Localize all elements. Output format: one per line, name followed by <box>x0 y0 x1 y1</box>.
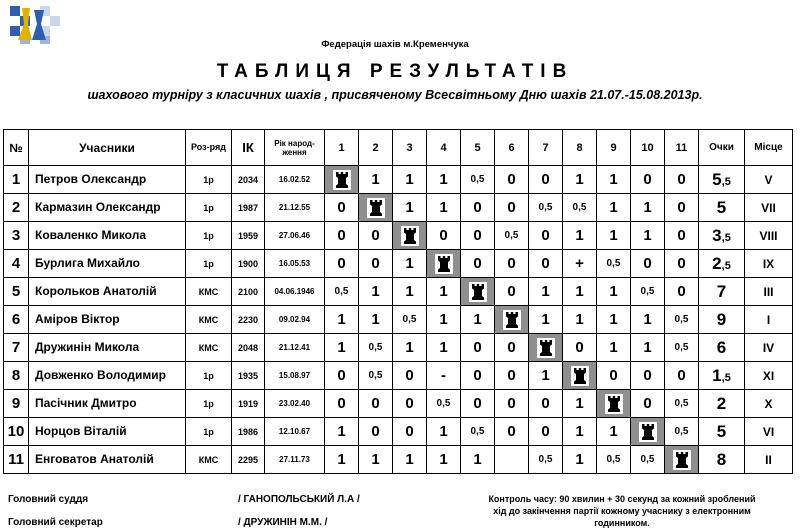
column-header-round-5: 5 <box>461 130 495 166</box>
score-cell: 0 <box>325 362 359 390</box>
score-cell: 1 <box>529 306 563 334</box>
player-number: 4 <box>4 250 29 278</box>
column-header-place: Місце <box>745 130 793 166</box>
score-cell: 1 <box>427 334 461 362</box>
player-place: IV <box>745 334 793 362</box>
player-rank: 1р <box>186 362 232 390</box>
score-cell: 0 <box>495 390 529 418</box>
player-rank: 1р <box>186 166 232 194</box>
points-integer: 5 <box>716 421 727 441</box>
score-cell: 0 <box>461 390 495 418</box>
player-place: X <box>745 390 793 418</box>
column-header-round-7: 7 <box>529 130 563 166</box>
score-cell: 0 <box>495 418 529 446</box>
player-rank: КМС <box>186 278 232 306</box>
player-place: XI <box>745 362 793 390</box>
score-cell: 1 <box>563 278 597 306</box>
time-control-note <box>452 493 792 529</box>
score-cell: 1 <box>325 306 359 334</box>
score-cell: 0 <box>529 166 563 194</box>
score-cell: 0 <box>495 362 529 390</box>
score-cell: 0 <box>427 222 461 250</box>
score-cell: 0,5 <box>461 166 495 194</box>
score-cell: 0 <box>529 250 563 278</box>
player-place: VII <box>745 194 793 222</box>
player-rating: 2100 <box>232 278 265 306</box>
score-cell: 1 <box>427 446 461 474</box>
player-rank: КМС <box>186 306 232 334</box>
player-row <box>4 306 793 334</box>
player-rating: 1959 <box>232 222 265 250</box>
chief-judge-name: / ГАНОПОЛЬСЬКИЙ Л.А / <box>238 494 360 505</box>
score-cell: 1 <box>631 222 665 250</box>
score-cell: 0 <box>325 250 359 278</box>
score-cell: - <box>427 362 461 390</box>
score-cell: 0 <box>495 250 529 278</box>
player-points <box>699 362 745 390</box>
player-name: Норцов Віталій <box>29 418 186 446</box>
score-cell: 0 <box>495 166 529 194</box>
score-cell: 1 <box>393 166 427 194</box>
score-cell: 1 <box>325 418 359 446</box>
score-cell: 0,5 <box>597 250 631 278</box>
score-cell: 1 <box>597 222 631 250</box>
score-cell: 0,5 <box>529 446 563 474</box>
chess-rook-icon <box>393 222 427 250</box>
player-number: 7 <box>4 334 29 362</box>
score-cell: 0 <box>597 362 631 390</box>
points-integer: 7 <box>716 281 727 301</box>
score-cell: 1 <box>597 306 631 334</box>
player-rank: КМС <box>186 334 232 362</box>
score-cell: 1 <box>597 334 631 362</box>
player-birth-date: 16.02.52 <box>265 166 325 194</box>
score-cell: 0 <box>461 334 495 362</box>
score-cell: 0 <box>359 390 393 418</box>
time-control-line-3: годинником. <box>594 518 650 528</box>
player-place: V <box>745 166 793 194</box>
score-cell: 0 <box>665 250 699 278</box>
player-place: II <box>745 446 793 474</box>
column-header-round-6: 6 <box>495 130 529 166</box>
score-cell: 1 <box>563 222 597 250</box>
score-cell: 1 <box>393 446 427 474</box>
score-cell: 0 <box>393 390 427 418</box>
chess-rook-icon <box>495 306 529 334</box>
player-points <box>699 446 745 474</box>
column-header-no: № <box>4 130 29 166</box>
score-cell: 0,5 <box>325 278 359 306</box>
player-points <box>699 278 745 306</box>
points-integer: 2 <box>716 393 727 413</box>
player-place: VI <box>745 418 793 446</box>
score-cell: 0 <box>665 362 699 390</box>
score-cell: 0 <box>631 362 665 390</box>
player-place: III <box>745 278 793 306</box>
column-header-round-10: 10 <box>631 130 665 166</box>
score-cell: + <box>563 250 597 278</box>
column-header-rank: Роз-ряд <box>186 130 232 166</box>
points-integer: 6 <box>716 337 727 357</box>
player-name: Бурлига Михайло <box>29 250 186 278</box>
score-cell: 0 <box>665 194 699 222</box>
score-cell: 0 <box>495 194 529 222</box>
score-cell: 0 <box>563 334 597 362</box>
score-cell: 0 <box>325 194 359 222</box>
player-name: Енговатов Анатолій <box>29 446 186 474</box>
score-cell: 1 <box>359 166 393 194</box>
column-header-points: Очки <box>699 130 745 166</box>
chess-rook-icon <box>597 390 631 418</box>
player-place: I <box>745 306 793 334</box>
player-row <box>4 222 793 250</box>
player-row <box>4 418 793 446</box>
score-cell: 1 <box>325 446 359 474</box>
player-row <box>4 390 793 418</box>
score-cell: 0,5 <box>665 306 699 334</box>
score-cell: 1 <box>427 194 461 222</box>
federation-name: Федерація шахів м.Кременчука <box>321 39 469 50</box>
score-cell: 0,5 <box>597 446 631 474</box>
player-row <box>4 334 793 362</box>
score-cell: 0,5 <box>631 278 665 306</box>
player-rank: КМС <box>186 446 232 474</box>
player-birth-date: 09.02.94 <box>265 306 325 334</box>
player-birth-date: 21.12.55 <box>265 194 325 222</box>
chief-judge-label: Головний суддя <box>8 494 89 505</box>
score-cell: 1 <box>393 278 427 306</box>
player-number: 2 <box>4 194 29 222</box>
chess-rook-icon <box>665 446 699 474</box>
chess-rook-icon <box>529 334 563 362</box>
chess-rook-icon <box>461 278 495 306</box>
chess-rook-icon <box>427 250 461 278</box>
score-cell: 0 <box>631 390 665 418</box>
header-row <box>4 130 793 166</box>
score-cell: 1 <box>631 334 665 362</box>
score-cell: 0 <box>325 222 359 250</box>
score-cell: 1 <box>597 278 631 306</box>
results-table <box>3 129 793 474</box>
player-rating: 1900 <box>232 250 265 278</box>
score-cell: 0 <box>461 194 495 222</box>
score-cell: 1 <box>461 306 495 334</box>
player-row <box>4 166 793 194</box>
time-control-line-1: Контроль часу: 90 хвилин + 30 секунд за кожний зроблений <box>488 494 756 504</box>
score-cell: 0 <box>359 222 393 250</box>
score-cell: 0 <box>665 278 699 306</box>
chief-secretary-label: Головний секретар <box>8 517 103 528</box>
score-cell: 0 <box>461 362 495 390</box>
player-rating: 2295 <box>232 446 265 474</box>
player-points <box>699 306 745 334</box>
score-cell: 0,5 <box>563 194 597 222</box>
player-place: VIII <box>745 222 793 250</box>
score-cell: 0 <box>665 166 699 194</box>
score-cell: 1 <box>461 446 495 474</box>
points-fraction: ,5 <box>721 371 731 384</box>
score-cell: 1 <box>563 418 597 446</box>
score-cell: 0 <box>529 222 563 250</box>
score-cell: 0,5 <box>665 334 699 362</box>
player-rating: 1986 <box>232 418 265 446</box>
score-cell: 0,5 <box>665 418 699 446</box>
score-cell: 1 <box>427 306 461 334</box>
points-integer: 5 <box>716 197 727 217</box>
player-rating: 1935 <box>232 362 265 390</box>
player-rank: 1р <box>186 194 232 222</box>
score-cell: 0,5 <box>495 222 529 250</box>
score-cell: 0 <box>393 362 427 390</box>
score-cell: 1 <box>427 166 461 194</box>
player-row <box>4 278 793 306</box>
player-birth-date: 21.12.41 <box>265 334 325 362</box>
points-fraction: ,5 <box>721 259 731 272</box>
player-rating: 1919 <box>232 390 265 418</box>
score-cell: 0,5 <box>359 362 393 390</box>
score-cell: 1 <box>597 166 631 194</box>
score-cell: 0 <box>665 222 699 250</box>
player-number: 6 <box>4 306 29 334</box>
player-row <box>4 250 793 278</box>
score-cell: 0 <box>359 418 393 446</box>
points-integer: 8 <box>716 449 727 469</box>
column-header-name: Учасники <box>29 130 186 166</box>
player-number: 11 <box>4 446 29 474</box>
player-points <box>699 334 745 362</box>
score-cell: 1 <box>563 306 597 334</box>
player-points <box>699 194 745 222</box>
player-rating: 2034 <box>232 166 265 194</box>
score-cell: 1 <box>359 306 393 334</box>
score-cell: 0 <box>461 250 495 278</box>
chess-rook-icon <box>563 362 597 390</box>
score-cell: 0,5 <box>393 306 427 334</box>
column-header-round-2: 2 <box>359 130 393 166</box>
player-name: Коваленко Микола <box>29 222 186 250</box>
player-number: 8 <box>4 362 29 390</box>
score-cell: 0 <box>325 390 359 418</box>
player-rank: 1р <box>186 418 232 446</box>
player-number: 3 <box>4 222 29 250</box>
player-name: Дружинін Микола <box>29 334 186 362</box>
player-rank: 1р <box>186 222 232 250</box>
player-birth-date: 15.08.97 <box>265 362 325 390</box>
column-header-ik: ІК <box>232 130 265 166</box>
score-cell: 1 <box>325 334 359 362</box>
player-points <box>699 390 745 418</box>
column-header-born: Рік народ-ження <box>265 130 325 166</box>
player-number: 10 <box>4 418 29 446</box>
player-rating: 2048 <box>232 334 265 362</box>
player-name: Корольков Анатолій <box>29 278 186 306</box>
score-cell: 0 <box>495 278 529 306</box>
player-rating: 1987 <box>232 194 265 222</box>
column-header-round-9: 9 <box>597 130 631 166</box>
player-name: Петров Олександр <box>29 166 186 194</box>
player-row <box>4 194 793 222</box>
player-birth-date: 27.11.73 <box>265 446 325 474</box>
page-title: ТАБЛИЦЯ РЕЗУЛЬТАТІВ <box>216 61 574 82</box>
player-name: Аміров Віктор <box>29 306 186 334</box>
score-cell: 0 <box>631 250 665 278</box>
player-name: Довженко Володимир <box>29 362 186 390</box>
player-birth-date: 16.05.53 <box>265 250 325 278</box>
score-cell: 1 <box>393 250 427 278</box>
score-cell: 1 <box>427 418 461 446</box>
score-cell: 0 <box>359 250 393 278</box>
score-cell: 0,5 <box>665 390 699 418</box>
column-header-round-3: 3 <box>393 130 427 166</box>
score-cell: 0,5 <box>529 194 563 222</box>
points-fraction: ,5 <box>721 231 731 244</box>
player-place: IX <box>745 250 793 278</box>
score-cell: 1 <box>393 194 427 222</box>
chief-secretary-name: / ДРУЖИНІН М.М. / <box>238 517 328 528</box>
player-number: 5 <box>4 278 29 306</box>
player-name: Кармазин Олександр <box>29 194 186 222</box>
score-cell: 0 <box>461 222 495 250</box>
score-cell: 0 <box>495 334 529 362</box>
score-cell: 1 <box>359 278 393 306</box>
player-rating: 2230 <box>232 306 265 334</box>
score-cell: 0 <box>631 166 665 194</box>
score-cell: 0,5 <box>427 390 461 418</box>
points-fraction: ,5 <box>721 175 731 188</box>
column-header-round-8: 8 <box>563 130 597 166</box>
player-rank: 1р <box>186 250 232 278</box>
score-cell: 1 <box>427 278 461 306</box>
player-rank: 1р <box>186 390 232 418</box>
score-cell: 1 <box>393 334 427 362</box>
chess-rook-icon <box>359 194 393 222</box>
score-cell: 1 <box>631 306 665 334</box>
player-birth-date: 27.06.46 <box>265 222 325 250</box>
points-integer: 5 <box>712 169 722 189</box>
points-integer: 3 <box>712 225 722 245</box>
points-integer: 2 <box>712 253 722 273</box>
player-points <box>699 166 745 194</box>
player-points <box>699 418 745 446</box>
score-cell: 0,5 <box>631 446 665 474</box>
time-control-line-2: хід до закінчення партії кожному учаснику з електронним <box>493 506 751 516</box>
points-integer: 1 <box>712 365 722 385</box>
column-header-round-1: 1 <box>325 130 359 166</box>
player-row <box>4 446 793 474</box>
player-number: 9 <box>4 390 29 418</box>
score-cell: 0 <box>529 418 563 446</box>
score-cell: 1 <box>597 418 631 446</box>
player-birth-date: 12.10.67 <box>265 418 325 446</box>
player-row <box>4 362 793 390</box>
player-number: 1 <box>4 166 29 194</box>
score-cell: 1 <box>529 278 563 306</box>
column-header-round-11: 11 <box>665 130 699 166</box>
chess-rook-icon <box>325 166 359 194</box>
player-birth-date: 23.02.40 <box>265 390 325 418</box>
player-points <box>699 222 745 250</box>
points-integer: 9 <box>716 309 727 329</box>
chess-rook-icon <box>631 418 665 446</box>
score-cell: 0 <box>393 418 427 446</box>
score-cell: 0,5 <box>359 334 393 362</box>
score-cell <box>495 446 529 474</box>
score-cell: 0,5 <box>461 418 495 446</box>
player-name: Пасічник Дмитро <box>29 390 186 418</box>
player-points <box>699 250 745 278</box>
score-cell: 1 <box>529 362 563 390</box>
score-cell: 1 <box>563 446 597 474</box>
player-birth-date: 04.06.1946 <box>265 278 325 306</box>
score-cell: 1 <box>631 194 665 222</box>
score-cell: 0 <box>529 390 563 418</box>
score-cell: 1 <box>597 194 631 222</box>
column-header-round-4: 4 <box>427 130 461 166</box>
score-cell: 1 <box>563 166 597 194</box>
score-cell: 1 <box>563 390 597 418</box>
tournament-subtitle: шахового турніру з класичних шахів , присвяченому Всесвітньому Дню шахів 21.07.-15.08.2013р. <box>87 88 703 102</box>
score-cell: 1 <box>359 446 393 474</box>
